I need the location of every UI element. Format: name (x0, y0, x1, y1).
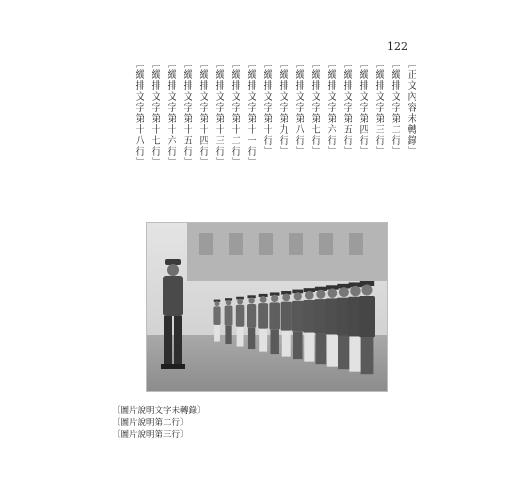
text-column: 〔縱排文字第十一行〕 (245, 58, 256, 168)
caption-line: 〔圖片說明第二行〕 (112, 418, 189, 428)
text-column: 〔縱排文字第十行〕 (261, 58, 272, 157)
text-column: 〔縱排文字第六行〕 (325, 58, 336, 157)
text-column: 〔縱排文字第七行〕 (309, 58, 320, 157)
text-column: 〔縱排文字第十三行〕 (213, 58, 224, 168)
caption-line: 〔圖片說明文字未轉錄〕 (112, 406, 206, 416)
text-column: 〔縱排文字第二行〕 (389, 58, 400, 157)
text-column: 〔縱排文字第十六行〕 (165, 58, 176, 168)
text-column: 〔縱排文字第三行〕 (373, 58, 384, 157)
text-column: 〔縱排文字第五行〕 (341, 58, 352, 157)
text-column: 〔縱排文字第四行〕 (357, 58, 368, 157)
text-column: 〔正文內容未轉錄〕 (405, 58, 416, 157)
page-number: 122 (387, 40, 408, 53)
text-column: 〔縱排文字第十五行〕 (181, 58, 192, 168)
caption-line: 〔圖片說明第三行〕 (112, 430, 189, 440)
historical-photo (146, 222, 388, 392)
photo-caption (112, 405, 404, 441)
photo-illustration (147, 223, 387, 391)
vertical-body-text (100, 58, 416, 210)
text-column: 〔縱排文字第八行〕 (293, 58, 304, 157)
text-column: 〔縱排文字第十二行〕 (229, 58, 240, 168)
text-column: 〔縱排文字第九行〕 (277, 58, 288, 157)
text-column: 〔縱排文字第十八行〕 (133, 58, 144, 168)
text-column: 〔縱排文字第十七行〕 (149, 58, 160, 168)
text-column: 〔縱排文字第十四行〕 (197, 58, 208, 168)
